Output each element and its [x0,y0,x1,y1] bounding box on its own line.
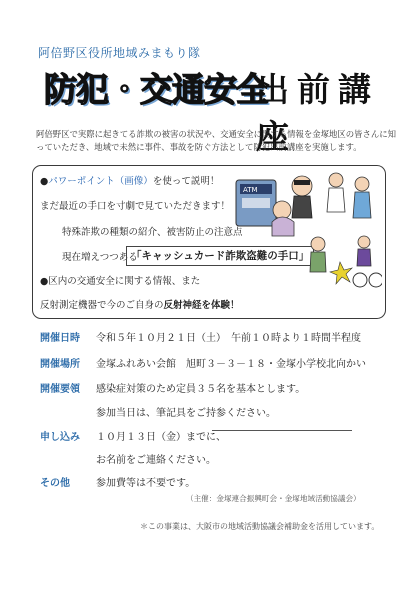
funding-note: ＊この事業は、大阪市の地域活動協議会補助金を活用しています。 [140,522,380,531]
atm-illustration [228,166,378,238]
date-value: 令和５年１０月２１日（土） 午前１０時より１時間半程度 [96,333,361,344]
other-label: その他 [40,478,70,489]
svg-text:ATM: ATM [243,186,258,194]
program-line-4-prefix: 現在増えつつある [62,252,138,263]
sponsor-text: （主催：金塚連合振興町会・金塚地域活動協議会） [186,494,361,503]
program-line-2: まだ最近の手口を寸劇で見ていただきます！ [40,201,231,212]
program-line-3: 特殊詐欺の種類の紹介、被害防止の注意点 [62,227,243,238]
traffic-illustration [300,232,382,294]
apply-blank-line [212,430,352,431]
program-line-6: 反射測定機器で今のご自身の反射神経を体験！ [40,300,240,311]
powerpoint-label: パワーポイント（画像） [48,176,153,187]
requirements-value: 感染症対策のため定員３５名を基本とします。 [96,384,306,395]
organization-name: 阿倍野区役所地域みまもり隊 [38,46,201,60]
program-line-5: ●区内の交通安全に関する情報、また [40,276,201,287]
apply-label: 申し込み [40,432,80,443]
requirements-label: 開催要領 [40,384,80,395]
page-title: 防犯・交通安全 [44,70,268,109]
venue-value: 金塚ふれあい会館 旭町３－３－１８・金塚小学校北向かい [96,359,366,370]
reflex-highlight: 反射神経を体験！ [163,300,240,311]
intro-text: 阿倍野区で実際に起きてる詐欺の被害の状況や、交通安全に関する情報を金塚地区の皆さんに知っていただき、地域で未然に事件、事故を防ぐ方法として防犯出前講座を実施します。 [36,129,396,152]
other-value: 参加費等は不要です。 [96,478,196,489]
apply-value-2: お名前をご連絡ください。 [96,455,216,466]
date-label: 開催日時 [40,333,80,344]
venue-label: 開催場所 [40,359,80,370]
bullet-icon: ● [40,176,49,187]
apply-value: １０月１３日（金）までに、 [96,432,226,443]
fraud-method-highlight: 「キャッシュカード詐欺盗難の手口」 [126,246,314,266]
requirements-value-2: 参加当日は、筆記具をご持参ください。 [96,408,276,419]
page-title-suffix: 出前講座 [256,70,379,156]
program-line-1: ●パワーポイント（画像）を使って説明！ [40,176,220,187]
